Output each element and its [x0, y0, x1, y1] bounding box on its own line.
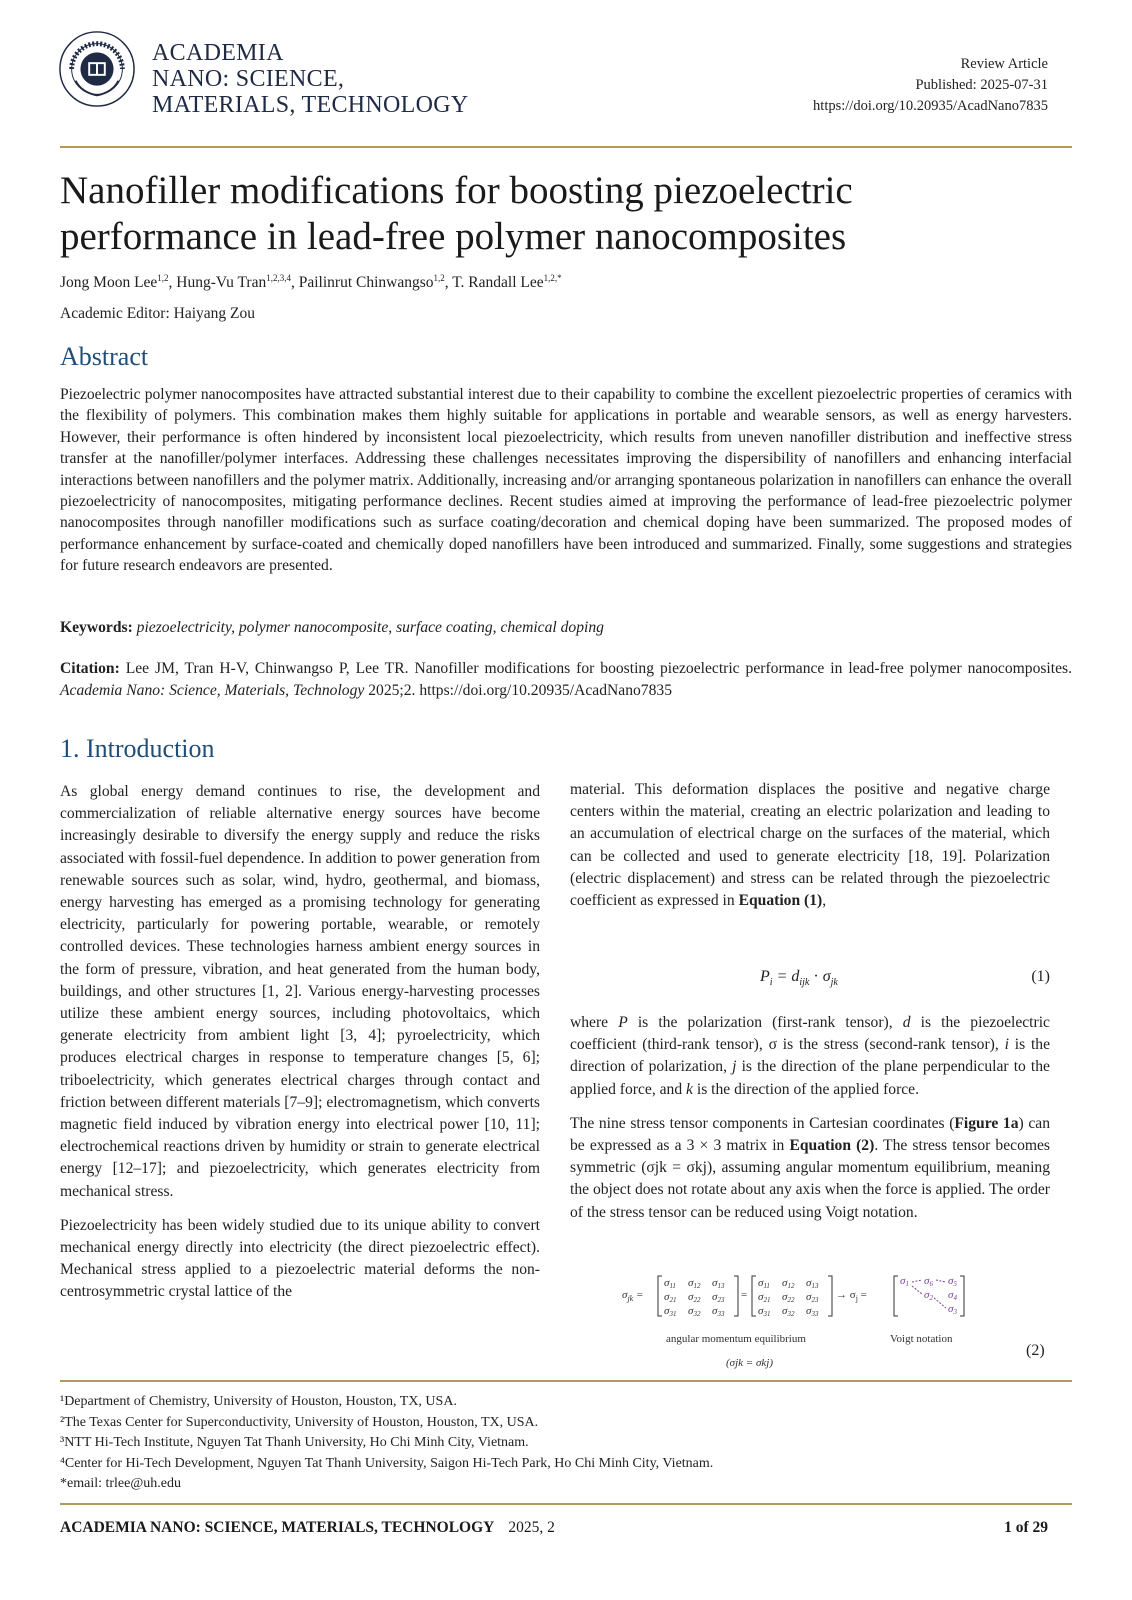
introduction-heading: 1. Introduction: [60, 734, 215, 763]
article-title: [60, 168, 1060, 260]
abstract-heading: Abstract: [60, 342, 149, 371]
journal-name: [152, 40, 469, 118]
symbol-k: k: [686, 1080, 693, 1098]
citation: [60, 658, 1072, 702]
article-title-line2: performance in lead-free polymer nanocomposites: [60, 215, 847, 258]
author-affiliation: 1,2,*: [543, 273, 562, 283]
svg-text:→ σj =: → $\sigma_j$ =: [836, 1289, 867, 1303]
right-column: [570, 779, 1050, 924]
article-type: Review Article: [960, 56, 1048, 72]
author-name: Pailinrut Chinwangso: [298, 274, 434, 292]
abstract-text: Piezoelectric polymer nanocomposites have attracted substantial interest due to their capability to combine the excellent piezoelectric properties of ceramics with the flexibility of polymers. This combination makes them highly suitable for applications in portable and wearable sensors, as well as energy harvesters. However, their performance is often hindered by inconsistent local piezoelectricity, which results from uneven nanofiller distribution and ineffective stress transfer at the nanofiller/polymer interfaces. Addressing these challenges necessitates improving the dispersibility of nanofillers and enhancing interfacial interactions between nanofillers and the polymer matrix. Additionally, increasing and/or arranging spontaneous polarization in nanofillers can enhance the overall piezoelectricity of nanocomposites, mitigating performance declines. Recent studies aimed at improving the performance of lead-free piezoelectric polymer nanocomposites through nanofiller modifications such as surface coating/decoration and chemical doping have been summarized. The proposed modes of performance enhancement by surface-coated and chemically doped nanofillers have been introduced and summarized. Finally, some suggestions and strategies for future research endeavors are presented.: [60, 386, 1072, 575]
equation-2-number: (2): [1026, 1342, 1045, 1359]
svg-text:σ3: σ3: [948, 1303, 957, 1316]
equation-1-expression: $P_i = d_{ijk} \cdot \sigma_{jk}$: [760, 968, 838, 989]
svg-text:σ22: σ22: [782, 1291, 795, 1304]
svg-text:σ32: σ32: [782, 1305, 795, 1318]
svg-text:σ2: σ2: [924, 1289, 933, 1302]
paragraph-text: where: [570, 1014, 609, 1031]
svg-text:σ31: σ31: [758, 1305, 771, 1318]
paragraph-text: is the piezoelectric coefficient (third-rank tensor), σ is the stress (second-rank tensor),: [570, 1014, 1050, 1054]
page-number: 1 of 29: [1004, 1519, 1048, 1536]
svg-text:σ12: σ12: [782, 1277, 795, 1290]
author-name: T. Randall Lee: [452, 274, 544, 292]
svg-text:σ32: σ32: [688, 1305, 701, 1318]
footer-journal: [60, 1519, 555, 1537]
author-affiliation: 1,2,3,4: [266, 273, 291, 283]
equation-reference[interactable]: Equation (2): [789, 1137, 875, 1155]
intro-paragraph: [570, 1012, 1050, 1101]
author-separator: ,: [168, 274, 177, 292]
svg-text:σ21: σ21: [758, 1291, 771, 1304]
intro-paragraph: As global energy demand continues to rise, the development and commercialization of reliable alternative energy sources have become increasingly desirable to diversify the energy supply and reduce the risks associated with fossil-fuel dependence. In addition to power generation from renewable sources such as solar, wind, hydro, geothermal, and biomass, energy harvesting has emerged as a promising technology for generating electricity, particularly for powering portable, wearable, or remotely controlled devices. These technologies harness ambient energy sources in the form of pressure, vibration, and heat generated from the human body, buildings, and other structures [1, 2]. Various energy-harvesting processes utilize these ambient energy sources, including photovoltaics, which generate electricity from ambient light [3, 4]; pyroelectricity, which produces electrical charges in response to temperature changes [5, 6]; triboelectricity, which generates electrical charges through contact and friction between different materials [7–9]; electromagnetism, which converts magnetic field induced by vibration energy into electrical power [10, 11]; electrochemical reactions driven by humidity or strain to generate electrical energy [12–17]; and piezoelectricity, which generates electricity from mechanical stress.: [60, 783, 540, 1200]
svg-text:σjk =: $\sigma_{jk}$ =: [622, 1289, 644, 1303]
symbol-d: d: [902, 1014, 911, 1031]
svg-text:σ21: σ21: [664, 1291, 677, 1304]
symbol-p: P: [618, 1014, 628, 1031]
intro-paragraph: [570, 1113, 1050, 1224]
author-affiliation: 1,2: [433, 273, 445, 283]
paragraph-text: The nine stress tensor components in Cartesian coordinates (: [570, 1114, 955, 1132]
doi-link[interactable]: https://doi.org/10.20935/AcadNano7835: [813, 98, 1048, 114]
footnote-affiliation-3: ³NTT Hi-Tech Institute, Nguyen Tat Thanh University, Ho Chi Minh City, Vietnam.: [60, 1435, 529, 1451]
author-name: Jong Moon Lee: [60, 274, 158, 292]
citation-label: Citation:: [60, 660, 120, 677]
footer-volume: 2025, 2: [508, 1519, 555, 1536]
svg-text:σ23: σ23: [806, 1291, 819, 1304]
intro-paragraph: Piezoelectricity has been widely studied due to its unique ability to convert mechanical energy directly into electricity (the direct piezoelectric effect). Mechanical stress applied to a piezoelectric material deforms the non-centrosymmetric crystal lattice of the: [60, 1216, 540, 1301]
keywords-label: Keywords:: [60, 619, 133, 636]
journal-name-line1: ACADEMIA: [152, 40, 284, 66]
svg-text:σ12: σ12: [688, 1277, 701, 1290]
svg-text:σ33: σ33: [712, 1305, 725, 1318]
keywords-text: piezoelectricity, polymer nanocomposite, surface coating, chemical doping: [136, 619, 604, 636]
footnote-email[interactable]: *email: trlee@uh.edu: [60, 1476, 181, 1492]
paragraph-text: ,: [822, 892, 827, 910]
citation-doi[interactable]: 2025;2. https://doi.org/10.20935/AcadNano7835: [368, 682, 672, 699]
paragraph-text: . The stress tensor becomes symmetric (σjk = σkj), assuming angular momentum equilibrium, meaning the object does not rotate about any axis when the force is applied. The order of the stress tensor can be reduced using Voigt notation.: [570, 1137, 1050, 1221]
paragraph-text: is the polarization (first-rank tensor),: [637, 1014, 893, 1031]
equation-reference[interactable]: Equation (1): [738, 892, 823, 910]
equation-2-image: [622, 1268, 982, 1372]
left-column: [60, 781, 540, 1316]
intro-paragraph: [570, 779, 1050, 912]
equation-2-label-voigt: Voigt notation: [890, 1333, 953, 1345]
author-name: Hung-Vu Tran: [176, 274, 267, 292]
svg-text:σ11: σ11: [664, 1277, 676, 1290]
equation-1: [570, 968, 1050, 994]
svg-text:σ23: σ23: [712, 1291, 725, 1304]
journal-logo: [58, 30, 136, 108]
paragraph-text: material. This deformation displaces the positive and negative charge centers within the material, creating an electric polarization and leading to an accumulation of electrical charge on the surfaces of the material, which can be collected and used to generate electricity [18, 19]. Polarization (electric displacement) and stress can be related through the piezoelectric coefficient as expressed in: [570, 781, 1050, 910]
paragraph-text: is the direction of the applied force.: [696, 1080, 920, 1098]
svg-text:σ33: σ33: [806, 1305, 819, 1318]
journal-name-line3: MATERIALS, TECHNOLOGY: [152, 92, 469, 118]
svg-text:σ5: σ5: [948, 1275, 957, 1288]
paragraph-text: is the direction of the plane perpendicular to the applied force, and: [570, 1058, 1050, 1098]
academic-editor: Academic Editor: Haiyang Zou: [60, 305, 255, 322]
citation-text: Lee JM, Tran H-V, Chinwangso P, Lee TR. Nanofiller modifications for boosting piezoelectric performance in lead-free polymer nanocomposites.: [125, 660, 1072, 677]
figure-reference[interactable]: Figure 1a: [954, 1114, 1019, 1132]
author-list: [60, 273, 562, 292]
svg-text:=: =: [741, 1289, 748, 1301]
svg-text:σ6: σ6: [924, 1275, 933, 1288]
article-title-line1: Nanofiller modifications for boosting piezoelectric: [60, 169, 853, 212]
svg-text:σ13: σ13: [806, 1277, 819, 1290]
article-meta: [813, 54, 1048, 117]
keywords: [60, 619, 604, 637]
equation-2-label-equilibrium: angular momentum equilibrium: [666, 1333, 806, 1345]
svg-text:σ4: σ4: [948, 1289, 957, 1302]
svg-text:σ1: σ1: [900, 1275, 909, 1288]
author-separator: ,: [444, 274, 453, 292]
svg-text:σ11: σ11: [758, 1277, 770, 1290]
footer-journal-name: ACADEMIA NANO: SCIENCE, MATERIALS, TECHNOLOGY: [60, 1519, 495, 1536]
svg-text:σ22: σ22: [688, 1291, 701, 1304]
footnotes: [60, 1392, 713, 1495]
symbol-i: i: [1004, 1036, 1009, 1054]
right-column-lower: [570, 1012, 1050, 1236]
footnote-affiliation-1: ¹Department of Chemistry, University of Houston, Houston, TX, USA.: [60, 1394, 457, 1409]
symbol-j: j: [732, 1058, 737, 1076]
equation-1-number: (1): [1031, 968, 1050, 985]
footnote-rule: [60, 1380, 1072, 1382]
footer-rule: [60, 1503, 1072, 1505]
author-separator: ,: [290, 274, 299, 292]
footnote-affiliation-4: ⁴Center for Hi-Tech Development, Nguyen Tat Thanh University, Saigon Hi-Tech Park, Ho Chi Minh City, Vietnam.: [60, 1455, 714, 1471]
header-rule: [60, 146, 1072, 148]
citation-journal: Academia Nano: Science, Materials, Technology: [60, 682, 365, 699]
journal-name-line2: NANO: SCIENCE,: [152, 66, 345, 92]
paragraph-text: ) can be expressed as a 3 × 3 matrix in: [570, 1114, 1051, 1155]
paragraph-text: is the direction of polarization,: [570, 1036, 1051, 1076]
published-date: Published: 2025-07-31: [915, 77, 1048, 93]
svg-text:σ31: σ31: [664, 1305, 677, 1318]
footnote-affiliation-2: ²The Texas Center for Superconductivity, University of Houston, Houston, TX, USA.: [60, 1414, 539, 1430]
equation-2-condition: (σjk = σkj): [726, 1357, 773, 1369]
svg-text:σ13: σ13: [712, 1277, 725, 1290]
author-affiliation: 1,2: [157, 273, 169, 283]
